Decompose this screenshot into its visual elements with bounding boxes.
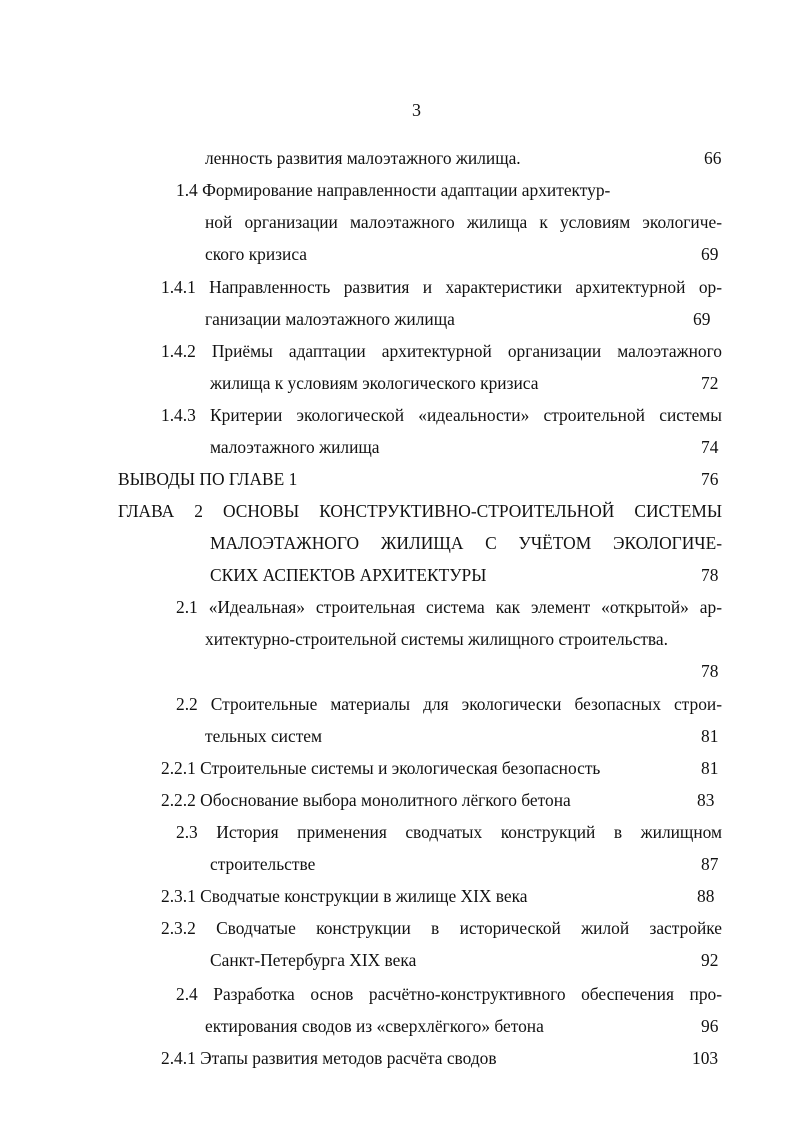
toc-entry-text: 2.4.1 Этапы развития методов расчёта сводов	[161, 1048, 497, 1068]
toc-page-number: 96	[701, 1016, 719, 1036]
toc-entry-text: жилища к условиям экологического кризиса	[210, 373, 539, 393]
toc-entry-text: 1.4 Формирование направленности адаптации архитектур-	[176, 180, 611, 200]
toc-entry-text: хитектурно-строительной системы жилищного строительства.	[205, 629, 668, 649]
toc-entry-text: 2.2 Строительные материалы для экологически безопасных строи-	[176, 694, 722, 714]
toc-entry-text: 1.4.1 Направленность развития и характеристики архитектурной ор-	[161, 277, 722, 297]
toc-entry-text: 2.2.2 Обоснование выбора монолитного лёгкого бетона	[161, 790, 571, 810]
toc-entry-text: МАЛОЭТАЖНОГО ЖИЛИЩА С УЧЁТОМ ЭКОЛОГИЧЕ-	[210, 533, 722, 553]
toc-entry-text: 2.3 История применения сводчатых конструкций в жилищном	[176, 822, 722, 842]
toc-page-number: 81	[701, 726, 719, 746]
toc-entry-text: 1.4.3 Критерии экологической «идеальности» строительной системы	[161, 405, 722, 425]
toc-entry-text: 2.3.1 Сводчатые конструкции в жилище XIX века	[161, 886, 528, 906]
toc-entry-text: 2.1 «Идеальная» строительная система как элемент «открытой» ар-	[176, 597, 722, 617]
toc-page-number: 66	[704, 148, 722, 168]
toc-page-number: 81	[701, 758, 719, 778]
toc-page-number: 72	[701, 373, 719, 393]
toc-entry-text: Санкт-Петербурга XIX века	[210, 950, 417, 970]
toc-page-number: 69	[701, 244, 719, 264]
toc-entry-text: СКИХ АСПЕКТОВ АРХИТЕКТУРЫ	[210, 565, 487, 585]
toc-entry-text: 2.2.1 Строительные системы и экологическая безопасность	[161, 758, 601, 778]
toc-entry-text: ленность развития малоэтажного жилища.	[205, 148, 521, 168]
toc-entry-text: ганизации малоэтажного жилища	[205, 309, 455, 329]
toc-entry-text: 2.3.2 Сводчатые конструкции в исторической жилой застройке	[161, 918, 722, 938]
toc-entry-text: 2.4 Разработка основ расчётно-конструктивного обеспечения про-	[176, 984, 722, 1004]
toc-entry-text: ВЫВОДЫ ПО ГЛАВЕ 1	[118, 469, 298, 489]
toc-entry-text: строительстве	[210, 854, 316, 874]
toc-page-number: 103	[692, 1048, 719, 1068]
toc-entry-text: ной организации малоэтажного жилища к условиям экологиче-	[205, 212, 722, 232]
toc-entry-text: ектирования сводов из «сверхлёгкого» бетона	[205, 1016, 544, 1036]
toc-page-number: 74	[701, 437, 719, 457]
toc-page-number: 88	[697, 886, 715, 906]
toc-page-number: 83	[697, 790, 715, 810]
toc-page-number: 78	[701, 661, 719, 681]
toc-entry-text: 1.4.2 Приёмы адаптации архитектурной организации малоэтажного	[161, 341, 722, 361]
toc-page-number: 76	[701, 469, 719, 489]
toc-entry-text: тельных систем	[205, 726, 323, 746]
toc-entry-text: ГЛАВА 2 ОСНОВЫ КОНСТРУКТИВНО-СТРОИТЕЛЬНОЙ СИСТЕМЫ	[118, 501, 722, 521]
toc-entry-text: ского кризиса	[205, 244, 307, 264]
toc-page-number: 69	[693, 309, 711, 329]
page-number: 3	[412, 100, 421, 120]
toc-entry-text: малоэтажного жилища	[210, 437, 380, 457]
toc-page-number: 92	[701, 950, 719, 970]
toc-page-number: 78	[701, 565, 719, 585]
toc-page-number: 87	[701, 854, 719, 874]
